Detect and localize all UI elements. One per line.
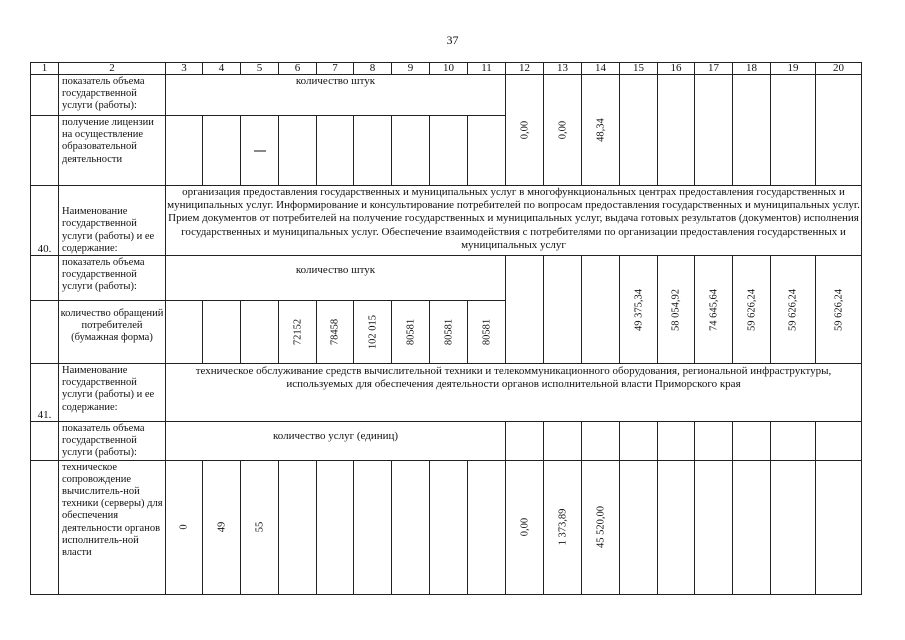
row-label-cell: [59, 364, 166, 422]
table-cell: [392, 460, 430, 594]
row-label: [59, 461, 165, 560]
table-cell: [241, 460, 279, 594]
col-header: 8: [354, 63, 392, 75]
col-header: 9: [392, 63, 430, 75]
table-cell: [203, 301, 241, 364]
row-label: показатель объема государственной услуги (работы):: [62, 76, 145, 112]
row-label-cell: [59, 256, 166, 301]
cell-value: 55: [254, 521, 265, 533]
col-header: 4: [203, 63, 241, 75]
table-cell: [279, 301, 317, 364]
table-cell: [816, 256, 862, 364]
row-label-part: техники (серверы): [62, 498, 145, 510]
table-cell: [317, 116, 354, 186]
cell-value: 72152: [292, 318, 303, 346]
col-header: 7: [317, 63, 354, 75]
table-cell: [354, 116, 392, 186]
table-cell: [695, 422, 733, 461]
table-cell: [695, 75, 733, 186]
service-description: организация предоставления государственных и муниципальных услуг в многофункциональных центрах предоставления государственных и муниципальных услуг. Информирование и консультирование потребителей по вопросам предоставления государственных и муниципальных услуг. Прием документов от потребителей на получение государственных и муниципальных услуг, выдача готовых результатов (документов) исполнения государственных и муниципальных услуг. Обеспечение взаимодействия с потребителями по организации предоставления государственных и муниципальных услуг: [166, 186, 862, 256]
table-cell: [816, 460, 862, 594]
cell-value: 49 375,34: [633, 288, 644, 331]
col-header: 5: [241, 63, 279, 75]
table-cell: [506, 256, 544, 364]
table-cell: [430, 116, 468, 186]
header-row: [31, 63, 862, 75]
cell-value: 0,00: [519, 517, 530, 537]
table-cell: [620, 256, 658, 364]
table-cell: [203, 460, 241, 594]
cell-value: 59 626,24: [746, 288, 757, 331]
table-cell: [279, 116, 317, 186]
row-number: 41.: [31, 364, 59, 422]
table-cell: [816, 422, 862, 461]
table-cell: [468, 460, 506, 594]
table-cell: [241, 301, 279, 364]
row-number-cell: [31, 301, 59, 364]
table-cell: [430, 460, 468, 594]
table-cell: [468, 301, 506, 364]
col-header: 15: [620, 63, 658, 75]
col-header: 1: [31, 63, 59, 75]
cell-value: 80581: [443, 318, 454, 346]
row-label: показатель объема государственной услуги (работы):: [62, 423, 145, 459]
row-number-cell: [31, 116, 59, 186]
table-cell: [506, 422, 544, 461]
row-label-cell: [59, 75, 166, 116]
table-row: [31, 422, 862, 461]
row-label-cell: [59, 301, 166, 364]
col-header: 16: [658, 63, 695, 75]
table-cell: [620, 422, 658, 461]
table-cell: [354, 460, 392, 594]
table-cell: [733, 460, 771, 594]
col-header: 20: [816, 63, 862, 75]
cell-value: 48,34: [595, 118, 606, 142]
table-cell: [203, 116, 241, 186]
col-header: 18: [733, 63, 771, 75]
table-cell: [658, 75, 695, 186]
table-cell: [430, 301, 468, 364]
unit-label: количество штук: [166, 256, 506, 301]
table-cell: [658, 256, 695, 364]
table-cell: [816, 75, 862, 186]
table-row: [31, 256, 862, 301]
table-cell: [392, 116, 430, 186]
table-cell: [544, 422, 582, 461]
table-cell: [620, 460, 658, 594]
table-row: [31, 364, 862, 422]
table-cell: [695, 460, 733, 594]
col-header: 6: [279, 63, 317, 75]
col-header: 3: [166, 63, 203, 75]
row-label: показатель объема государственной услуги (работы):: [62, 257, 145, 293]
row-label-part: для обеспечения деятельности органов исполнитель-ной власти: [62, 498, 163, 559]
table-cell: [506, 460, 544, 594]
cell-value: 0,00: [519, 120, 530, 140]
unit-label: количество штук: [166, 75, 506, 116]
table-cell: [620, 75, 658, 186]
table-cell: [582, 75, 620, 186]
table-cell: [166, 460, 203, 594]
table-cell: [506, 75, 544, 186]
row-label: получение лицензии на осуществление образовательной деятельности: [62, 117, 154, 165]
cell-value: 80581: [481, 318, 492, 346]
col-header: 11: [468, 63, 506, 75]
table-row: [31, 75, 862, 116]
table-cell: [582, 422, 620, 461]
cell-value: 58 054,92: [670, 288, 682, 331]
table-cell: [733, 75, 771, 186]
row-label-cell: [59, 422, 166, 461]
table-cell: [658, 460, 695, 594]
cell-value: 80581: [405, 318, 416, 346]
table-cell: [544, 460, 582, 594]
cell-value: 0: [178, 524, 190, 530]
data-table: [30, 62, 862, 595]
cell-value: 74 645,64: [708, 288, 719, 331]
col-header: 14: [582, 63, 620, 75]
cell-value: 59 626,24: [833, 288, 844, 331]
row-number-cell: [31, 460, 59, 594]
table-cell: [544, 75, 582, 186]
table-cell: [733, 256, 771, 364]
table-cell: [279, 460, 317, 594]
service-description: техническое обслуживание средств вычислительной техники и телекоммуникационного оборудования, региональной инфраструктуры, используемых для обеспечения деятельности органов исполнительной власти Приморского края: [166, 364, 862, 422]
table-cell: [771, 256, 816, 364]
cell-value: 102 015: [367, 314, 378, 350]
col-header: 13: [544, 63, 582, 75]
table-cell: [544, 256, 582, 364]
row-label-cell: [59, 460, 166, 594]
row-label: Наименование государственной услуги (работы) и ее содержание:: [62, 365, 155, 413]
col-header: 19: [771, 63, 816, 75]
unit-label: количество услуг (единиц): [166, 422, 506, 461]
cell-value: 0,00: [557, 120, 568, 140]
table-row: [31, 460, 862, 594]
row-label: количество обращений потребителей (бумажная форма): [60, 308, 164, 344]
table-cell: [695, 256, 733, 364]
table-cell: [317, 460, 354, 594]
row-number-cell: [31, 256, 59, 301]
row-number: 40.: [31, 186, 59, 256]
row-number-cell: [31, 422, 59, 461]
col-header: 10: [430, 63, 468, 75]
table-cell: [733, 422, 771, 461]
table-cell: [658, 422, 695, 461]
vertical-dash-mark: [254, 150, 266, 151]
table-cell: [468, 116, 506, 186]
col-header: 17: [695, 63, 733, 75]
row-label-part: техническое сопровождение вычислитель-ной: [62, 461, 140, 498]
cell-value: 1 373,89: [557, 508, 568, 546]
row-number-cell: [31, 75, 59, 116]
table-cell: [771, 460, 816, 594]
table-cell: [166, 301, 203, 364]
table-cell: [582, 256, 620, 364]
cell-value: 78458: [329, 318, 341, 346]
table-cell: [354, 301, 392, 364]
table-cell: [392, 301, 430, 364]
cell-value: 49: [216, 521, 227, 533]
table-cell: [241, 116, 279, 186]
cell-value: 45 520,00: [595, 506, 606, 549]
table-cell: [317, 301, 354, 364]
cell-value: 59 626,24: [787, 288, 799, 331]
row-label-cell: [59, 186, 166, 256]
table-row: [31, 186, 862, 256]
table-cell: [771, 422, 816, 461]
page-number: 37: [446, 33, 459, 47]
table-cell: [582, 460, 620, 594]
table-cell: [771, 75, 816, 186]
row-label-cell: [59, 116, 166, 186]
col-header: 2: [59, 63, 166, 75]
row-label: Наименование государственной услуги (работы) и ее содержание:: [62, 206, 155, 254]
col-header: 12: [506, 63, 544, 75]
table-cell: [166, 116, 203, 186]
